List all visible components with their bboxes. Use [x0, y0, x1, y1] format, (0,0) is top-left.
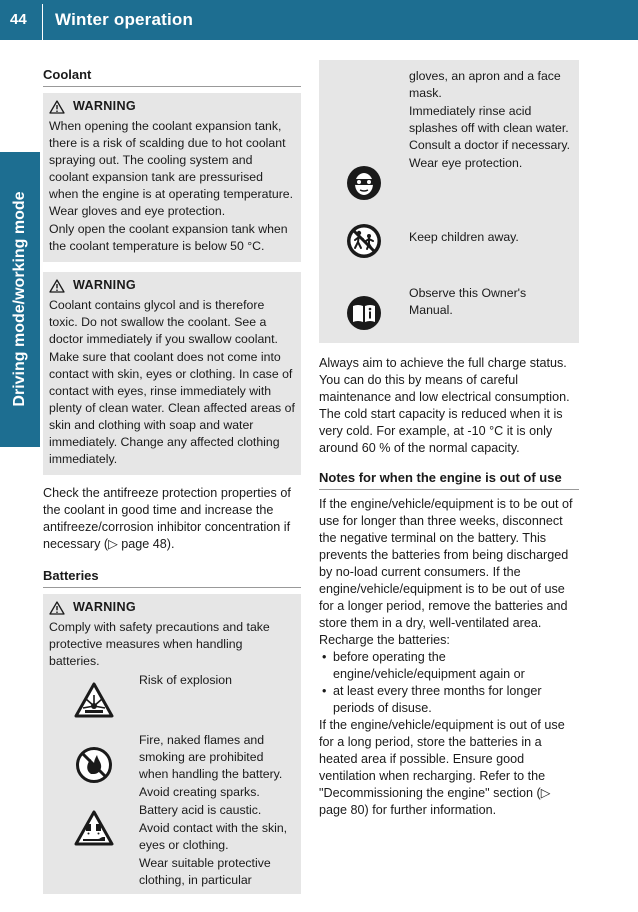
section-title-coolant: Coolant: [43, 66, 301, 87]
warning-triangle-icon: [49, 601, 65, 615]
warning-text: Comply with safety precautions and take protective measures when handling batteries.: [49, 620, 270, 668]
chapter-label: Driving mode/working mode: [11, 191, 28, 407]
corrosive-icon: [74, 810, 114, 846]
warning-label: WARNING: [73, 99, 136, 113]
list-item: • at least every three months for longer periods of disuse.: [319, 683, 579, 717]
symbol-text: Wear eye protection.: [409, 156, 523, 170]
explosion-icon: [74, 682, 114, 718]
warning-box-coolant-hot: [43, 93, 301, 262]
symbol-row-explosion: [49, 672, 295, 732]
chapter-side-tab: [0, 152, 40, 447]
symbol-text: Wear suitable protective clothing, in particular: [139, 856, 271, 887]
eye-protection-icon: [346, 165, 382, 201]
symbol-row-owners-manual: [319, 281, 573, 331]
owners-manual-icon: [346, 295, 382, 331]
warning-text: When opening the coolant expansion tank, there is a risk of scalding due to hot coolant spraying out. The cooling system and coolant expansion tank are pressurised when the engine is at operating temperature. Wear gloves and eye protection.: [49, 119, 294, 218]
warning-triangle-icon: [49, 100, 65, 114]
list-item: • before operating the engine/vehicle/equipment again or: [319, 649, 579, 683]
symbol-text: Fire, naked flames and smoking are prohibited when handling the battery.: [139, 733, 283, 781]
warning-header: [49, 277, 295, 294]
warning-header: [49, 599, 295, 616]
symbol-text: Avoid creating sparks.: [139, 785, 260, 799]
warning-header: [49, 98, 295, 115]
keep-children-away-icon: [346, 223, 382, 259]
section-title-batteries: Batteries: [43, 567, 301, 588]
symbol-text: Avoid contact with the skin, eyes or clothing.: [139, 821, 288, 852]
symbol-text: Keep children away.: [409, 230, 519, 244]
page-header: [0, 0, 638, 40]
symbol-row-corrosive: [49, 802, 295, 890]
symbol-text: Battery acid is caustic.: [139, 803, 262, 817]
symbol-row-no-fire: [49, 732, 295, 802]
out-of-use-paragraph: If the engine/vehicle/equipment is to be out of use for longer than three weeks, disconnect the negative terminal on the battery. This prevents the batteries from being discharged by no-load current consumers. If the engine/vehicle/equipment is to be out of use for a longer period, remove the batteries and store them in a dry, well-ventilated area. Recharge the batteries:: [319, 497, 573, 647]
charge-paragraph: Always aim to achieve the full charge status. You can do this by means of careful maintenance and low electrical consumption. The cold start capacity is reduced when it is very cold. For example, at -10 °C it is only around 60 % of the normal capacity.: [319, 356, 570, 455]
page-title: Winter operation: [55, 10, 194, 29]
warning-box-batteries-continued: [319, 60, 579, 343]
warning-text: Only open the coolant expansion tank when the coolant temperature is below 50 °C.: [49, 222, 288, 253]
warning-text: Make sure that coolant does not come into contact with skin, eyes or clothing. In case of contact with eyes, rinse immediately with plenty of clean water. Clean affected areas of skin and clothing with soap and water immediately. Change any affected clothing immediately.: [49, 350, 295, 466]
antifreeze-paragraph: Check the antifreeze protection properties of the coolant in good time and increase the antifreeze/corrosion inhibitor concentration if necessary (▷ page 48).: [43, 486, 291, 551]
storage-paragraph: If the engine/vehicle/equipment is out of use for a long period, store the batteries in a heated area if possible. Ensure good ventilation when recharging. Refer to the "Decommissioning the engine" section (▷ page 80) for further information.: [319, 718, 565, 817]
header-divider: [42, 4, 43, 40]
warning-text: Coolant contains glycol and is therefore toxic. Do not swallow the coolant. See a doctor immediately if you swallow coolant.: [49, 298, 278, 346]
symbol-text: gloves, an apron and a face mask.: [409, 69, 561, 100]
warning-box-batteries: [43, 594, 301, 894]
warning-box-coolant-toxic: [43, 272, 301, 475]
no-fire-icon: [75, 746, 113, 784]
symbol-row-keep-children-away: [319, 217, 573, 281]
section-title-out-of-use: Notes for when the engine is out of use: [319, 469, 579, 490]
warning-triangle-icon: [49, 279, 65, 293]
symbol-text: Immediately rinse acid splashes off with clean water. Consult a doctor if necessary.: [409, 104, 571, 152]
recharge-bullet-list: [319, 649, 579, 717]
symbol-text: Risk of explosion: [139, 673, 232, 687]
warning-label: WARNING: [73, 278, 136, 292]
symbol-text: Observe this Owner's Manual.: [409, 286, 527, 317]
warning-label: WARNING: [73, 600, 136, 614]
symbol-row-eye-protection: [319, 155, 573, 217]
page-number: 44: [10, 11, 27, 28]
left-column: [43, 66, 301, 894]
right-column: [319, 60, 579, 819]
symbol-row-continued: [319, 68, 573, 155]
